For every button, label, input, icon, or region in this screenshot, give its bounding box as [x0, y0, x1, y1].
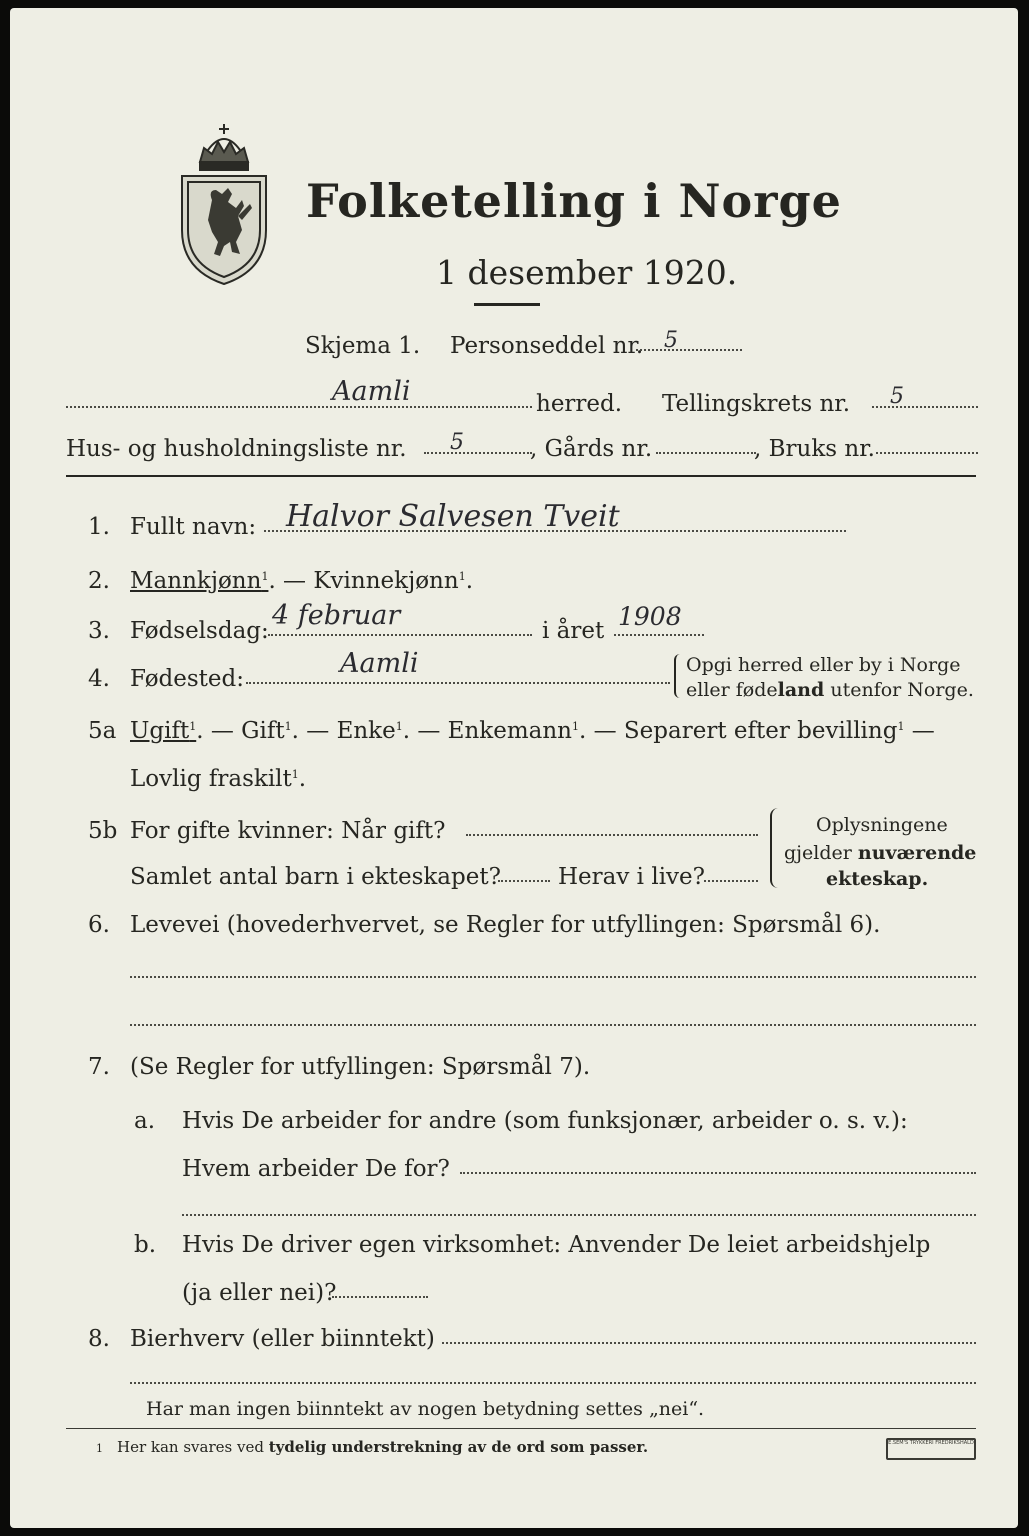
bruks-label: , Bruks nr.	[754, 436, 875, 462]
schema-label: Skjema 1.	[305, 333, 421, 359]
q4-brace	[674, 654, 684, 698]
q4-number: 4.	[88, 666, 110, 692]
side-income-field-line2[interactable]	[130, 1382, 976, 1384]
q5b-brace	[770, 808, 780, 888]
q4-note-line2: eller fødeland utenfor Norge.	[686, 679, 974, 701]
q6-label: Levevei (hovederhvervet, se Regler for utfyllingen: Spørsmål 6).	[130, 912, 881, 938]
marital-fraskilt-option[interactable]: Lovlig fraskilt$^1$	[130, 766, 299, 792]
q6-number: 6.	[88, 912, 110, 938]
marital-options-line2: Lovlig fraskilt$^1$.	[130, 766, 307, 792]
q8-label: Bierhverv (eller biinntekt)	[130, 1326, 435, 1352]
q5b-note-line1: Oplysningene	[816, 814, 948, 836]
occupation-field-line2[interactable]	[130, 1024, 976, 1026]
footnote: 1 Her kan svares ved tydelig understrekning av de ord som passer.	[96, 1438, 649, 1456]
employer-field-line1[interactable]	[460, 1172, 976, 1174]
birthplace-value: Aamli	[340, 648, 419, 679]
title-divider	[474, 303, 540, 306]
q5b-note-line2: gjelder nuværende	[784, 842, 977, 864]
herred-field[interactable]	[66, 406, 532, 408]
census-date: 1 desember 1920.	[436, 253, 738, 292]
q5b-children-label: Samlet antal barn i ekteskapet?	[130, 864, 501, 890]
side-income-note: Har man ingen biinntekt av nogen betydning settes „nei“.	[146, 1398, 705, 1420]
form-title: Folketelling i Norge	[306, 174, 842, 228]
marital-options-line1: Ugift$^1$. — Gift$^1$. — Enke$^1$. — Enkemann$^1$. — Separert efter bevilling$^1$ —	[130, 718, 935, 744]
husliste-value: 5	[450, 430, 464, 455]
printer-mark: E.SEM'S TRYKKERI FREDRIKSHALD	[886, 1438, 976, 1460]
q7a-line1: Hvis De arbeider for andre (som funksjonær, arbeider o. s. v.):	[182, 1108, 908, 1134]
husliste-field[interactable]	[424, 452, 532, 454]
q7b-line1: Hvis De driver egen virksomhet: Anvender De leiet arbeidshjelp	[182, 1232, 931, 1258]
q5b-married-label: For gifte kvinner: Når gift?	[130, 818, 446, 844]
q2-number: 2.	[88, 568, 110, 594]
gards-field[interactable]	[656, 452, 756, 454]
gender-male-option[interactable]: Mannkjønn$^1$	[130, 568, 269, 594]
q1-number: 1.	[88, 514, 110, 540]
q7-label: (Se Regler for utfyllingen: Spørsmål 7).	[130, 1054, 591, 1080]
birth-year-field[interactable]	[614, 634, 704, 636]
occupation-field-line1[interactable]	[130, 976, 976, 978]
q4-label: Fødested:	[130, 666, 245, 692]
bruks-field[interactable]	[876, 452, 978, 454]
hired-help-field[interactable]	[332, 1296, 428, 1298]
q5b-number: 5b	[88, 818, 118, 844]
tellingskrets-value: 5	[890, 384, 904, 409]
year-label: i året	[542, 618, 605, 644]
personseddel-field[interactable]	[636, 349, 742, 351]
husliste-label: Hus- og husholdningsliste nr.	[66, 436, 407, 462]
q4-note-line1: Opgi herred eller by i Norge	[686, 654, 961, 676]
marital-enkemann-option[interactable]: Enkemann$^1$	[447, 718, 579, 744]
q8-number: 8.	[88, 1326, 110, 1352]
gender-options: Mannkjønn$^1$. — Kvinnekjønn$^1$.	[130, 568, 473, 594]
header-rule	[66, 475, 976, 477]
marital-gift-option[interactable]: Gift$^1$	[241, 718, 292, 744]
gards-label: , Gårds nr.	[530, 436, 653, 462]
q1-label: Fullt navn:	[130, 514, 257, 540]
full-name-value: Halvor Salvesen Tveit	[286, 499, 620, 534]
herred-label: herred.	[536, 391, 623, 417]
birthday-field[interactable]	[268, 634, 532, 636]
q7b-letter: b.	[134, 1232, 157, 1258]
q5b-alive-label: Herav i live?	[558, 864, 705, 890]
tellingskrets-field[interactable]	[872, 406, 978, 408]
marital-separert-option[interactable]: Separert efter bevilling$^1$	[623, 718, 905, 744]
birth-year-value: 1908	[618, 602, 682, 631]
q3-label: Fødselsdag:	[130, 618, 269, 644]
footer-rule	[66, 1428, 976, 1429]
birthplace-field[interactable]	[246, 682, 670, 684]
census-form	[10, 8, 1018, 1528]
q7-number: 7.	[88, 1054, 110, 1080]
q7b-line2: (ja eller nei)?	[182, 1280, 337, 1306]
q7a-line2: Hvem arbeider De for?	[182, 1156, 450, 1182]
q5a-number: 5a	[88, 718, 117, 744]
q3-number: 3.	[88, 618, 110, 644]
herred-value: Aamli	[332, 376, 411, 407]
tellingskrets-label: Tellingskrets nr.	[662, 391, 851, 417]
q7a-letter: a.	[134, 1108, 156, 1134]
birthday-value: 4 februar	[272, 600, 401, 631]
gender-female-option[interactable]: Kvinnekjønn$^1$	[313, 568, 466, 594]
personseddel-label: Personseddel nr.	[450, 333, 644, 359]
coat-of-arms-icon	[178, 120, 270, 288]
children-alive-field[interactable]	[704, 880, 758, 882]
married-when-field[interactable]	[466, 834, 758, 836]
employer-field-line2[interactable]	[182, 1214, 976, 1216]
personseddel-value: 5	[664, 328, 678, 353]
q5b-note-line3: ekteskap.	[826, 868, 929, 890]
marital-enke-option[interactable]: Enke$^1$	[336, 718, 403, 744]
marital-ugift-option[interactable]: Ugift$^1$	[130, 718, 197, 744]
side-income-field-line1[interactable]	[442, 1342, 976, 1344]
children-count-field[interactable]	[498, 880, 550, 882]
